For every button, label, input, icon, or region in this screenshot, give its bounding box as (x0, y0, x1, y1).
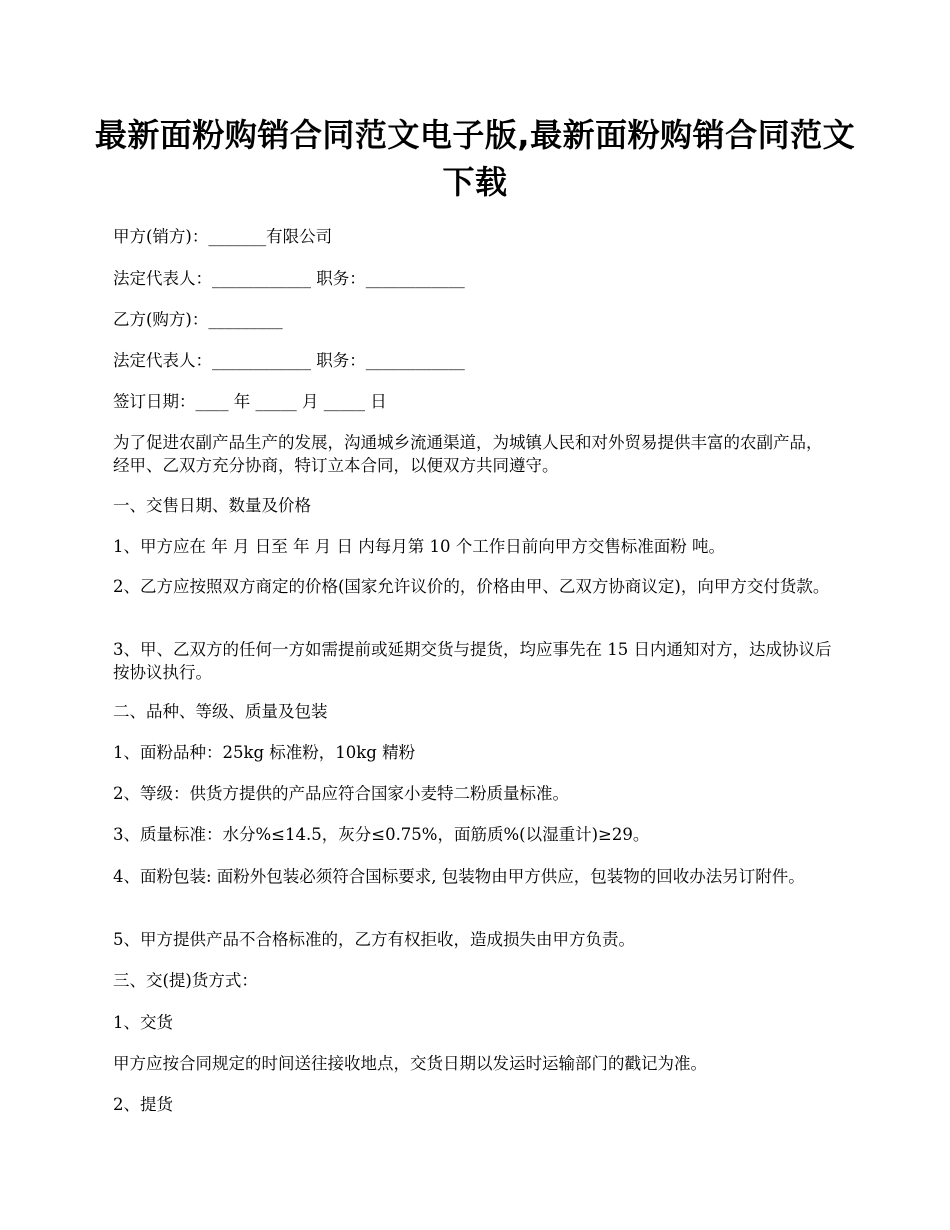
party-a-representative-line: 法定代表人：____________ 职务：____________ (113, 269, 465, 288)
clause-2-2: 2、等级：供货方提供的产品应符合国家小麦特二粉质量标准。 (113, 784, 569, 803)
clause-1-1: 1、甲方应在 年 月 日至 年 月 日 内每月第 10 个工作日前向甲方交售标准面粉 吨。 (113, 537, 725, 556)
party-b-line: 乙方(购方)：_________ (113, 310, 283, 329)
party-a-line: 甲方(销方)：_______有限公司 (113, 227, 333, 246)
section-heading-2: 二、品种、等级、质量及包装 (113, 702, 328, 721)
clause-2-1: 1、面粉品种：25kg 标准粉，10kg 精粉 (113, 743, 416, 762)
clause-2-5: 5、甲方提供产品不合格标准的，乙方有权拒收，造成损失由甲方负责。 (113, 930, 635, 949)
clause-3-1-text: 甲方应按合同规定的时间送往接收地点，交货日期以发运时运输部门的戳记为准。 (113, 1054, 707, 1073)
clause-3-1: 1、交货 (113, 1013, 173, 1032)
section-heading-3: 三、交(提)货方式： (113, 971, 258, 990)
clause-1-3: 3、甲、乙双方的任何一方如需提前或延期交货与提货，均应事先在 15 日内通知对方，达成协议后按协议执行。 (113, 640, 832, 682)
party-b-representative-line: 法定代表人：____________ 职务：____________ (113, 351, 465, 370)
clause-2-3: 3、质量标准：水分%≤14.5，灰分≤0.75%，面筋质%(以湿重计)≥29。 (113, 825, 650, 844)
signing-date-line: 签订日期：____ 年 _____ 月 _____ 日 (113, 392, 387, 411)
preamble-paragraph: 为了促进农副产品生产的发展，沟通城乡流通渠道，为城镇人民和对外贸易提供丰富的农副产品，经甲、乙双方充分协商，特订立本合同，以便双方共同遵守。 (113, 433, 823, 475)
clause-3-2: 2、提货 (113, 1095, 173, 1114)
document-title: 最新面粉购销合同范文电子版,最新面粉购销合同范文下载 (94, 116, 856, 201)
clause-2-4: 4、面粉包装: 面粉外包装必须符合国标要求, 包装物由甲方供应，包装物的回收办法另订附件。 (113, 867, 805, 886)
clause-1-2: 2、乙方应按照双方商定的价格(国家允许议价的，价格由甲、乙双方协商议定)，向甲方交付货款。 (113, 577, 830, 596)
section-heading-1: 一、交售日期、数量及价格 (113, 496, 311, 515)
